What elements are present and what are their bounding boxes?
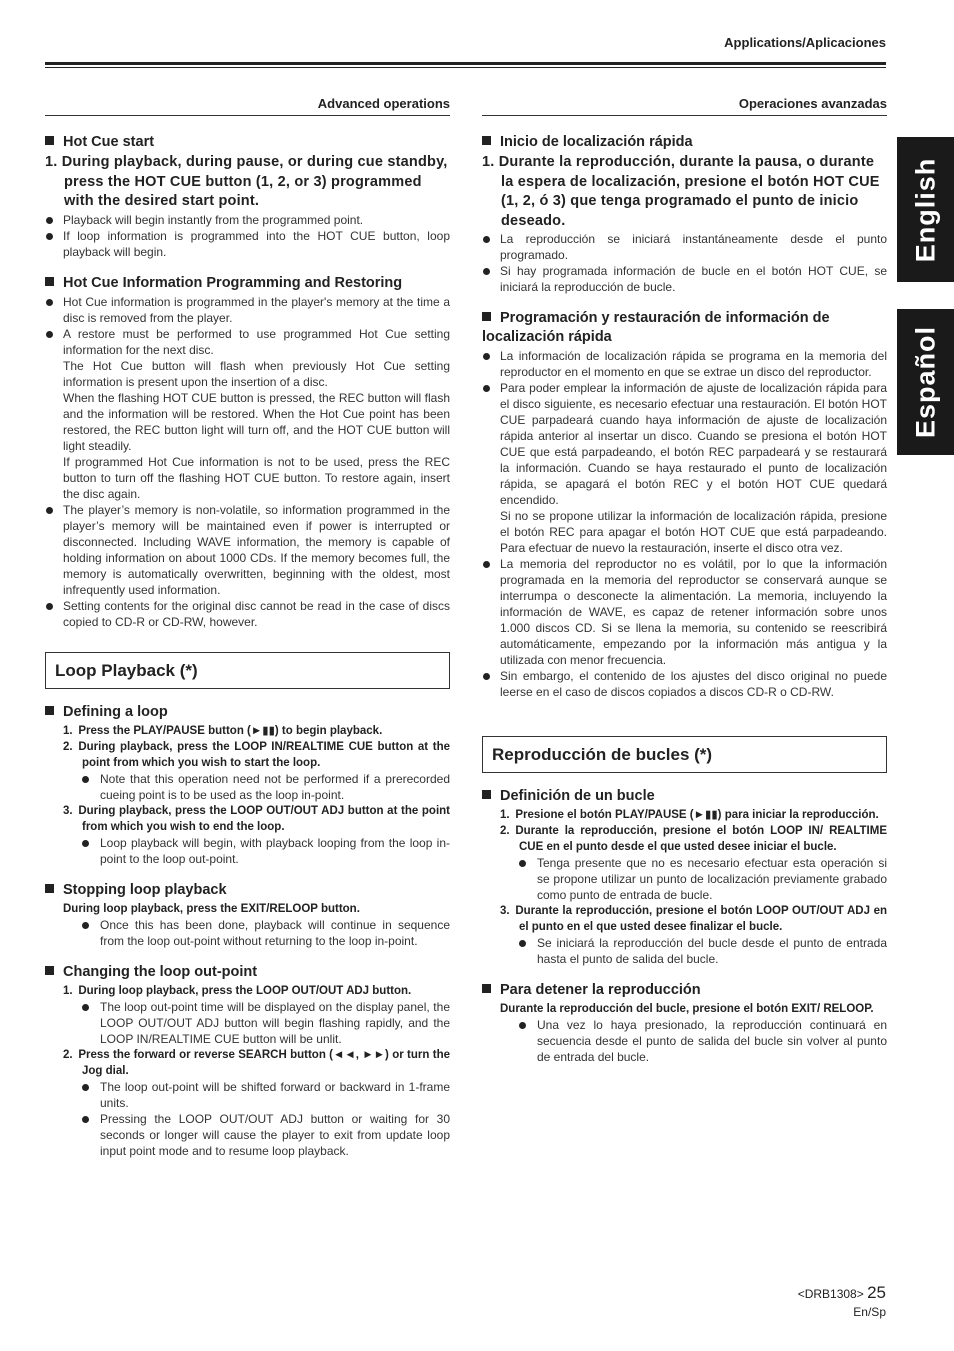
bullet-dot-icon: [519, 1022, 526, 1029]
bullet-dot-icon: [46, 299, 53, 306]
paragraph: If programmed Hot Cue information is not to be used, press the REC button to turn off the flashing HOT CUE button. To restore again, insert the disc again.: [63, 454, 450, 501]
bullet-dot-icon: [46, 507, 53, 514]
reproduccion-bucles-section-box: Reproducción de bucles (*): [482, 736, 887, 773]
bullet-item: Sin embargo, el contenido de los ajustes del disco original no puede leerse en el caso de discos copiados a discos CD-R o CD-RW.: [482, 668, 887, 700]
square-bullet-icon: [482, 984, 491, 993]
bullet-dot-icon: [483, 673, 490, 680]
bullet-item: Loop playback will begin, with playback looping from the loop in-point to the loop out-point.: [45, 835, 450, 867]
tab-english: English: [897, 137, 954, 282]
section-heading: Hot Cue Information Programming and Restoring: [45, 274, 450, 293]
english-column: [45, 96, 450, 1159]
step-text: 3. During playback, press the LOOP OUT/OUT ADJ button at the point from which you wish to end the loop.: [63, 804, 450, 833]
bullet-item: Pressing the LOOP OUT/OUT ADJ button or waiting for 30 seconds or longer will cause the player to exit from update loop input point mode and to resume loop playback.: [45, 1111, 450, 1159]
bullet-item: Una vez lo haya presionado, la reproducción continuará en secuencia desde el punto de salida del bucle sin volver al punto de entrada del bucle.: [482, 1017, 887, 1065]
bullet-dot-icon: [82, 776, 89, 783]
bullet-item: A restore must be performed to use programmed Hot Cue setting information for the next disc.: [45, 326, 450, 358]
loop-playback-section-box: Loop Playback (*): [45, 652, 450, 689]
step-text: 1. Durante la reproducción, durante la pausa, o durante la espera de localización, presione el botón HOT CUE (1, 2, ó 3) que tenga programado el punto de inicio deseado.: [482, 154, 880, 229]
bullet-item: Hot Cue information is programmed in the player's memory at the time a disc is removed from the player.: [45, 294, 450, 326]
step-text: 2. During playback, press the LOOP IN/REALTIME CUE button at the point from which you wish to start the loop.: [63, 740, 450, 769]
step-text: 1. During loop playback, press the LOOP OUT/OUT ADJ button.: [63, 984, 412, 997]
square-bullet-icon: [45, 277, 54, 286]
language-code: En/Sp: [853, 1305, 886, 1319]
bullet-item: La información de localización rápida se programa en la memoria del reproductor en el momento en que se extrae un disco del reproductor.: [482, 348, 887, 380]
header-rule-thin: [45, 67, 886, 68]
header-rule-thick: [45, 62, 886, 65]
instruction-text: During loop playback, press the EXIT/RELOOP button.: [63, 902, 360, 915]
tab-espanol: Español: [897, 309, 954, 455]
page-number: 25: [867, 1283, 886, 1302]
step-text: 3. Durante la reproducción, presione el botón LOOP OUT/OUT ADJ en el punto en el que usted desee finalizar el bucle.: [500, 905, 887, 933]
document-code: <DRB1308>: [797, 1287, 864, 1301]
square-bullet-icon: [482, 136, 491, 145]
bullet-item: La memoria del reproductor no es volátil, por lo que la información programada en la memoria del reproductor se conservará aunque se interrumpa o desconecte la alimentación. La memoria, incluyendo la información de WAVE, es capaz de retener información sobre unos 1.000 discos CD. Si se llena la memoria, su contenido se reescribirá automáticamente, empezando por la información más antigua y la utilizada con menor frecuencia.: [482, 556, 887, 668]
paragraph: Si no se propone utilizar la información de localización rápida, presione el botón REC para apagar el botón HOT CUE que está parpadeando. Para efectuar de nuevo la restauración, inserte el disco otra vez.: [500, 509, 887, 555]
bullet-item: Para poder emplear la información de ajuste de localización rápida para el disco siguiente, es necesario efectuar una restauración. El botón HOT CUE parpadeará cuando haya información de ajuste de localización rápida anterior al insertar un disco. Cuando se presiona el botón HOT CUE que está parpadeando, el botón REC parpadeará y se restaurará la información. Cuando se haya restaurado el punto de localización rápida, se apagará el botón REC y el botón HOT CUE quedará encendido.: [482, 380, 887, 508]
bullet-item: Si hay programada información de bucle en el botón HOT CUE, se iniciará la reproducción de bucle.: [482, 263, 887, 295]
bullet-item: Tenga presente que no es necesario efectuar esta operación si se propone utilizar un punto de localización previamente grabado como punto de entrada de bucle.: [482, 855, 887, 903]
bullet-dot-icon: [82, 840, 89, 847]
bullet-item: Setting contents for the original disc cannot be read in the case of discs copied to CD-R or CD-RW, however.: [45, 598, 450, 630]
square-bullet-icon: [45, 706, 54, 715]
bullet-dot-icon: [519, 860, 526, 867]
bullet-dot-icon: [82, 922, 89, 929]
bullet-dot-icon: [519, 940, 526, 947]
square-bullet-icon: [45, 884, 54, 893]
bullet-dot-icon: [483, 561, 490, 568]
step-text: 1. During playback, during pause, or during cue standby, press the HOT CUE button (1, 2, or 3) programmed with the desired start point.: [45, 154, 448, 209]
bullet-dot-icon: [483, 385, 490, 392]
bullet-dot-icon: [82, 1084, 89, 1091]
paragraph: When the flashing HOT CUE button is pressed, the REC button will flash and the information will be restored. When the Hot Cue point has been restored, the REC button light will turn off, and the HOT CUE button will light steadily.: [63, 390, 450, 453]
column-title: Advanced operations: [45, 96, 450, 116]
bullet-item: If loop information is programmed into the HOT CUE button, loop playback will begin.: [45, 228, 450, 260]
bullet-item: The loop out-point time will be displayed on the display panel, the LOOP OUT/OUT ADJ button will begin flashing rapidly, and the LOOP IN/REALTIME CUE button will be unlit.: [45, 999, 450, 1047]
square-bullet-icon: [45, 966, 54, 975]
page-footer: [798, 1284, 886, 1321]
bullet-item: Note that this operation need not be performed if a prerecorded cueing point is to be used as the loop in-point.: [45, 771, 450, 803]
section-heading: Programación y restauración de información de localización rápida: [482, 310, 830, 345]
bullet-dot-icon: [82, 1116, 89, 1123]
section-heading: Definición de un bucle: [482, 787, 887, 806]
bullet-dot-icon: [46, 331, 53, 338]
bullet-dot-icon: [46, 233, 53, 240]
spanish-column: [482, 96, 887, 1065]
step-text: 2. Press the forward or reverse SEARCH button (◄◄, ►►) or turn the Jog dial.: [63, 1048, 450, 1077]
section-heading: Changing the loop out-point: [45, 963, 450, 982]
section-heading: Defining a loop: [45, 703, 450, 722]
section-heading: Inicio de localización rápida: [482, 133, 887, 152]
bullet-item: La reproducción se iniciará instantáneamente desde el punto programado.: [482, 231, 887, 263]
instruction-text: Durante la reproducción del bucle, presione el botón EXIT/ RELOOP.: [500, 1003, 874, 1015]
section-heading: Hot Cue start: [45, 133, 450, 152]
bullet-dot-icon: [483, 268, 490, 275]
bullet-item: The loop out-point will be shifted forward or backward in 1-frame units.: [45, 1079, 450, 1111]
square-bullet-icon: [482, 790, 491, 799]
header-section-title: Applications/Aplicaciones: [724, 35, 886, 50]
bullet-item: Se iniciará la reproducción del bucle desde el punto de entrada hasta el punto de salida del bucle.: [482, 935, 887, 967]
bullet-dot-icon: [483, 353, 490, 360]
step-text: 1. Presione el botón PLAY/PAUSE (►▮▮) para iniciar la reproducción.: [500, 809, 879, 821]
bullet-dot-icon: [46, 217, 53, 224]
column-title: Operaciones avanzadas: [482, 96, 887, 116]
paragraph: The Hot Cue button will flash when previously Hot Cue setting information is present upon the insertion of a disc.: [63, 358, 450, 389]
step-text: 1. Press the PLAY/PAUSE button (►▮▮) to begin playback.: [63, 724, 383, 737]
square-bullet-icon: [482, 312, 491, 321]
section-heading: Stopping loop playback: [45, 881, 450, 900]
bullet-dot-icon: [483, 236, 490, 243]
step-text: 2. Durante la reproducción, presione el botón LOOP IN/ REALTIME CUE en el punto desde el que usted desee iniciar el bucle.: [500, 825, 887, 853]
bullet-dot-icon: [82, 1004, 89, 1011]
bullet-dot-icon: [46, 603, 53, 610]
section-heading: Para detener la reproducción: [482, 981, 887, 1000]
bullet-item: Playback will begin instantly from the programmed point.: [45, 212, 450, 228]
bullet-item: The player’s memory is non-volatile, so information programmed in the player’s memory will be maintained even if power is interrupted or disconnected. Including WAVE information, the memory is capable of holding information on about 1000 CDs. If the memory becomes full, the memory is automatically overwritten, beginning with the oldest, most infrequently used information.: [45, 502, 450, 598]
square-bullet-icon: [45, 136, 54, 145]
bullet-item: Once this has been done, playback will continue in sequence from the loop out-point without returning to the loop in-point.: [45, 917, 450, 949]
